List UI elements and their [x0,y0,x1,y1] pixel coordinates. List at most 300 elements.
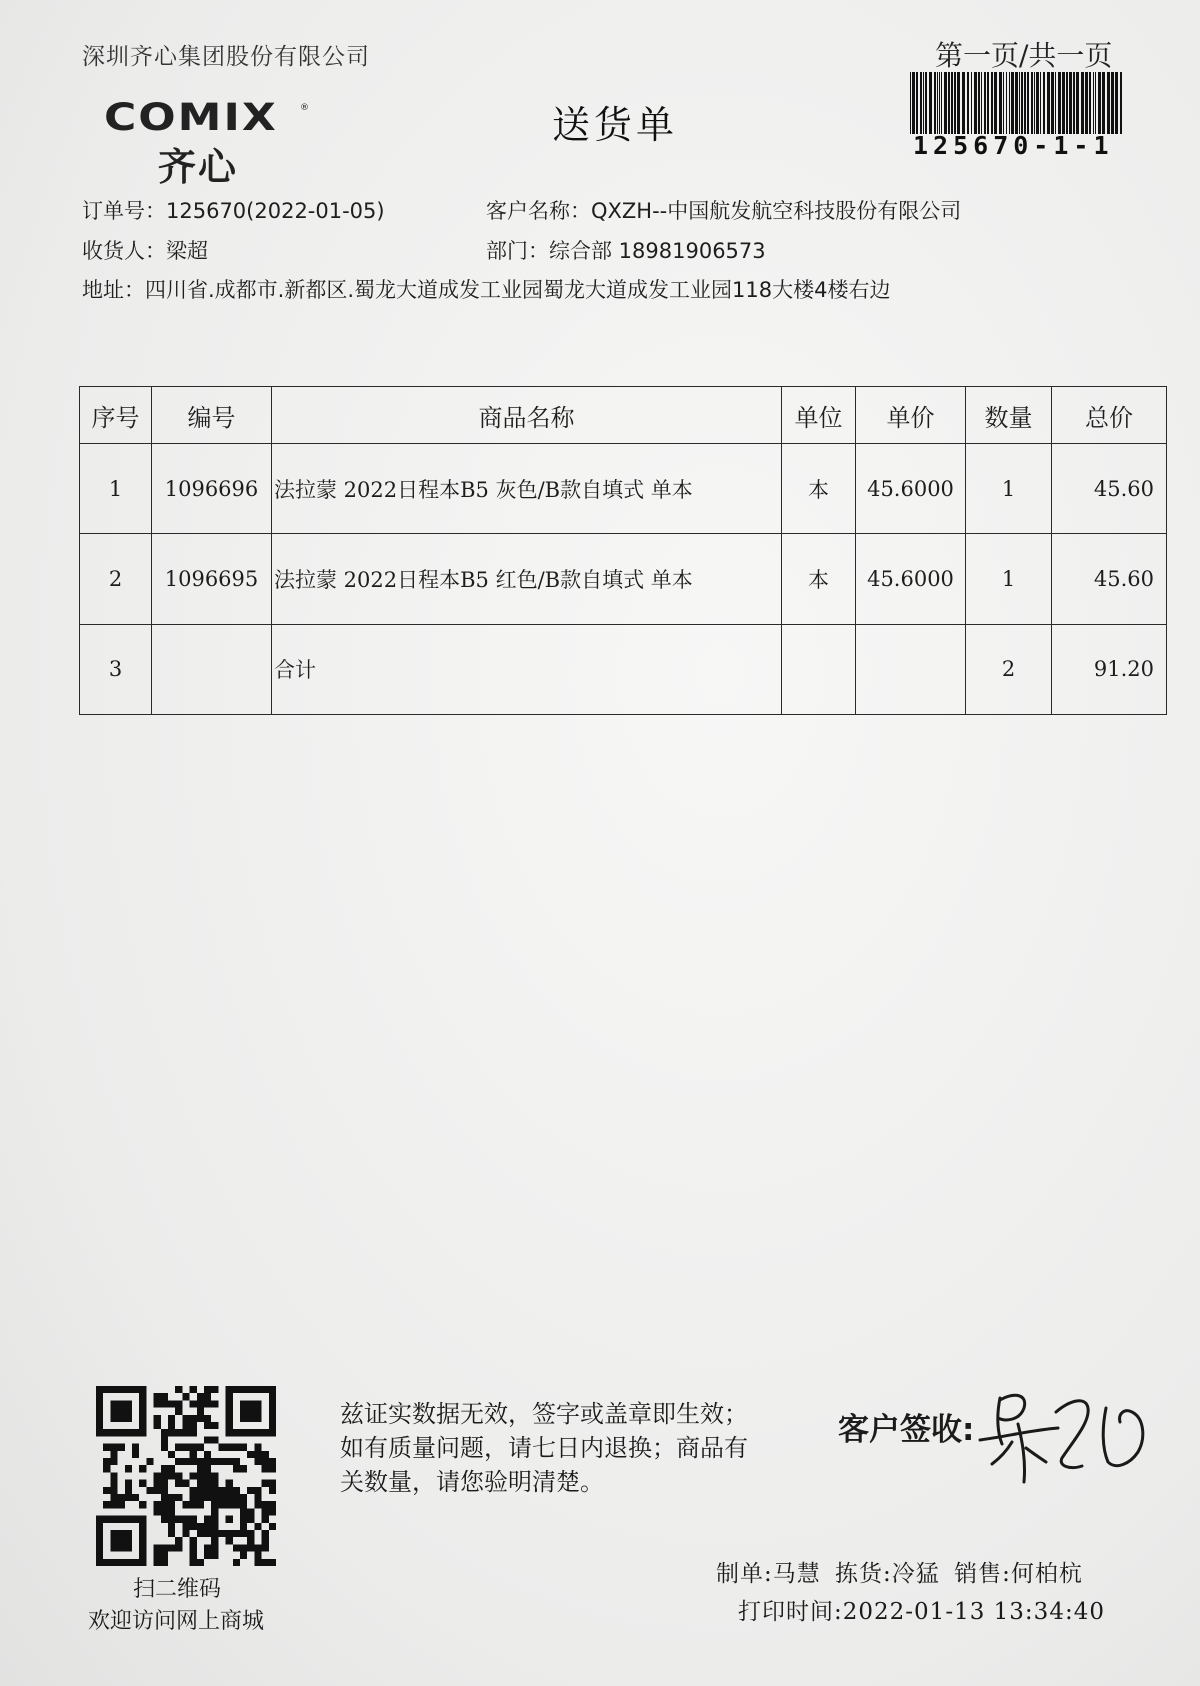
qr-module [269,1480,276,1487]
barcode-bar [1055,72,1056,134]
qr-module [139,1429,146,1436]
qr-module [233,1501,240,1508]
qr-module [233,1429,240,1436]
qr-module [197,1458,204,1465]
qr-module [211,1422,218,1429]
barcode-bar [994,72,997,134]
qr-module [161,1429,168,1436]
qr-module [190,1451,197,1458]
qr-module [226,1516,233,1523]
barcode-bar [944,72,947,134]
qr-module [168,1472,175,1479]
qr-module [269,1400,276,1407]
qr-module [182,1458,189,1465]
qr-module [262,1465,269,1472]
qr-module [96,1422,103,1429]
qr-module [118,1415,125,1422]
qr-module [197,1415,204,1422]
barcode-bar [1024,72,1026,134]
barcode-bar [1051,72,1054,134]
qr-module [233,1465,240,1472]
qr-module [269,1508,276,1515]
qr-module [226,1429,233,1436]
qr-module [204,1544,211,1551]
qr-module [226,1530,233,1537]
qr-module [103,1429,110,1436]
qr-module [204,1494,211,1501]
qr-module [175,1516,182,1523]
qr-module [125,1415,132,1422]
qr-module [96,1400,103,1407]
header-total: 总价 [1052,387,1167,444]
qr-module [175,1386,182,1393]
qr-module [262,1544,269,1551]
qr-module [182,1393,189,1400]
qr-module [110,1429,117,1436]
qr-module [269,1465,276,1472]
qr-module [168,1400,175,1407]
qr-module [161,1516,168,1523]
qr-module [247,1400,254,1407]
barcode-bar [1111,72,1114,134]
qr-module [182,1530,189,1537]
qr-module [269,1429,276,1436]
qr-module [233,1386,240,1393]
qr-module [125,1408,132,1415]
qr-module [226,1400,233,1407]
qr-module [154,1559,161,1566]
qr-module [190,1458,197,1465]
items-table [79,386,1167,715]
qr-module [125,1480,132,1487]
qr-module [204,1436,211,1443]
barcode-bar [1027,72,1029,134]
barcode-bar [1047,72,1050,134]
qr-module [132,1451,139,1458]
qr-module [240,1508,247,1515]
qr-module [161,1494,168,1501]
qr-module [197,1487,204,1494]
qr-module [254,1386,261,1393]
qr-module [269,1523,276,1530]
qr-module [118,1516,125,1523]
cell-code: 1096695 [152,534,272,624]
barcode-bar [957,72,960,134]
qr-module [247,1429,254,1436]
qr-module [204,1472,211,1479]
barcode-bar [941,72,942,134]
cell-qty: 1 [966,444,1052,534]
qr-module [96,1552,103,1559]
qr-module [254,1458,261,1465]
barcode-bar [916,72,918,134]
qr-module [168,1415,175,1422]
svg-text:®: ® [300,103,309,113]
qr-module [139,1480,146,1487]
qr-module [211,1508,218,1515]
barcode-bar [925,72,927,134]
qr-module [240,1501,247,1508]
barcode-bar [1062,72,1065,134]
qr-module [211,1501,218,1508]
qr-module [204,1451,211,1458]
qr-module [247,1386,254,1393]
qr-module [154,1393,161,1400]
qr-module [190,1559,197,1566]
qr-module [154,1472,161,1479]
barcode-bar [991,72,993,134]
qr-module [269,1408,276,1415]
qr-module [269,1415,276,1422]
qr-module [139,1552,146,1559]
qr-module [254,1429,261,1436]
barcode-bar [1120,72,1122,134]
qr-module [125,1544,132,1551]
qr-module [96,1415,103,1422]
qr-module [262,1530,269,1537]
qr-module [161,1559,168,1566]
qr-module [168,1501,175,1508]
barcode-bar [948,72,950,134]
qr-module [204,1400,211,1407]
qr-module [110,1480,117,1487]
header-seq: 序号 [80,387,152,444]
qr-module [175,1444,182,1451]
qr-module [154,1552,161,1559]
qr-module [211,1530,218,1537]
qr-module [161,1472,168,1479]
qr-module [125,1400,132,1407]
qr-module [161,1544,168,1551]
barcode-bar [971,72,972,134]
qr-module [175,1544,182,1551]
qr-module [204,1523,211,1530]
qr-module [240,1386,247,1393]
qr-module [175,1472,182,1479]
qr-module [233,1444,240,1451]
qr-module [197,1444,204,1451]
qr-module [139,1400,146,1407]
qr-module [103,1444,110,1451]
qr-module [154,1480,161,1487]
qr-module [262,1537,269,1544]
qr-module [146,1458,153,1465]
qr-module [110,1472,117,1479]
qr-module [154,1415,161,1422]
qr-module [132,1494,139,1501]
qr-module [146,1487,153,1494]
header-unit: 单位 [782,387,856,444]
qr-module [110,1386,117,1393]
qr-module [247,1537,254,1544]
qr-module [139,1537,146,1544]
qr-module [269,1393,276,1400]
qr-module [190,1544,197,1551]
qr-module [125,1530,132,1537]
qr-module [110,1544,117,1551]
qr-module [254,1415,261,1422]
table-row-summary [80,624,1167,714]
barcode-bar [978,72,980,134]
qr-module [139,1559,146,1566]
qr-module [262,1480,269,1487]
qr-module [190,1516,197,1523]
header-price: 单价 [856,387,966,444]
qr-module [118,1386,125,1393]
qr-module [204,1487,211,1494]
barcode-bar [1003,72,1004,134]
qr-module [226,1444,233,1451]
barcode-bar [1031,72,1033,134]
qr-module [96,1559,103,1566]
barcode-bar [1043,72,1045,134]
handwritten-signature [978,1378,1153,1488]
print-time: 打印时间:2022-01-13 13:34:40 [738,1599,1105,1625]
qr-module [168,1422,175,1429]
barcode-bar [1011,72,1014,134]
qr-module [269,1501,276,1508]
qr-module [118,1559,125,1566]
qr-module [110,1516,117,1523]
barcode-bar [939,72,940,134]
qr-module [254,1451,261,1458]
qr-module [204,1393,211,1400]
barcode-bar [1076,72,1079,134]
qr-module [190,1501,197,1508]
qr-module [175,1537,182,1544]
qr-module [175,1408,182,1415]
qr-module [190,1429,197,1436]
cell-total: 91.20 [1052,624,1167,714]
barcode-bar [934,72,936,134]
qr-caption-mall: 欢迎访问网上商城 [88,1609,265,1634]
qr-module [226,1501,233,1508]
qr-module [269,1559,276,1566]
qr-module [204,1422,211,1429]
qr-module [182,1422,189,1429]
barcode [910,72,1125,134]
qr-module [240,1444,247,1451]
qr-module [110,1400,117,1407]
qr-module [110,1451,117,1458]
barcode-bar [1093,72,1094,134]
qr-module [211,1523,218,1530]
qr-module [211,1552,218,1559]
qr-module [254,1408,261,1415]
qr-module [190,1494,197,1501]
qr-module [262,1559,269,1566]
qr-code[interactable] [96,1386,276,1566]
qr-module [110,1487,117,1494]
qr-module [226,1537,233,1544]
qr-module [190,1386,197,1393]
qr-module [96,1393,103,1400]
barcode-bar [1021,72,1023,134]
qr-module [197,1472,204,1479]
receiver: 收货人：梁超 [82,239,208,263]
qr-module [132,1559,139,1566]
barcode-bar [1066,72,1068,134]
qr-module [262,1458,269,1465]
qr-module [110,1415,117,1422]
qr-module [240,1494,247,1501]
qr-module [233,1530,240,1537]
qr-module [168,1516,175,1523]
cell-qty: 1 [966,534,1052,624]
comix-logo [104,96,334,186]
qr-module [96,1530,103,1537]
qr-module [204,1530,211,1537]
qr-module [161,1444,168,1451]
order-number: 订单号：125670(2022-01-05) [82,199,385,223]
qr-module [218,1494,225,1501]
qr-module [125,1559,132,1566]
qr-module [240,1544,247,1551]
cell-name: 法拉蒙 2022日程本B5 灰色/B款自填式 单本 [272,444,782,534]
barcode-bar [1036,72,1039,134]
qr-module [247,1544,254,1551]
barcode-bar [1040,72,1041,134]
qr-module [110,1559,117,1566]
qr-module [218,1458,225,1465]
qr-module [139,1415,146,1422]
qr-module [139,1422,146,1429]
company-name: 深圳齐心集团股份有限公司 [82,44,370,70]
qr-module [168,1523,175,1530]
header-code: 编号 [152,387,272,444]
cell-name: 合计 [272,624,782,714]
qr-module [226,1480,233,1487]
barcode-bar [1015,72,1018,134]
qr-module [125,1487,132,1494]
qr-module [168,1508,175,1515]
qr-module [240,1523,247,1530]
barcode-bar [999,72,1002,134]
table-row [80,534,1167,624]
qr-module [240,1465,247,1472]
cell-qty: 2 [966,624,1052,714]
qr-module [103,1516,110,1523]
qr-module [226,1386,233,1393]
cell-price: 45.6000 [856,444,966,534]
qr-module [204,1480,211,1487]
qr-module [161,1393,168,1400]
department: 部门：综合部 18981906573 [486,239,766,263]
qr-module [211,1487,218,1494]
qr-module [197,1559,204,1566]
qr-module [218,1530,225,1537]
qr-module [197,1393,204,1400]
qr-module [269,1386,276,1393]
qr-module [254,1487,261,1494]
barcode-bar [1069,72,1072,134]
qr-module [254,1559,261,1566]
qr-module [226,1458,233,1465]
qr-module [233,1544,240,1551]
qr-module [118,1494,125,1501]
qr-module [110,1537,117,1544]
qr-module [190,1487,197,1494]
barcode-bar [962,72,965,134]
qr-module [139,1544,146,1551]
qr-module [110,1530,117,1537]
qr-module [247,1508,254,1515]
barcode-bar [1107,72,1110,134]
qr-module [161,1501,168,1508]
qr-module [103,1465,110,1472]
qr-module [254,1523,261,1530]
table-header-row [80,387,1167,444]
qr-module [103,1501,110,1508]
qr-module [211,1458,218,1465]
qr-module [254,1544,261,1551]
qr-module [168,1544,175,1551]
qr-module [240,1552,247,1559]
address: 地址：四川省.成都市.新都区.蜀龙大道成发工业园蜀龙大道成发工业园118大楼4楼右边 [82,278,891,302]
qr-module [154,1544,161,1551]
qr-module [110,1408,117,1415]
qr-module [247,1408,254,1415]
qr-caption: 扫二维码 [133,1577,222,1602]
qr-module [132,1429,139,1436]
qr-module [175,1494,182,1501]
qr-module [269,1487,276,1494]
barcode-bar [1102,72,1105,134]
header-name: 商品名称 [272,387,782,444]
cell-total: 45.60 [1052,444,1167,534]
qr-module [226,1393,233,1400]
qr-module [103,1458,110,1465]
qr-module [269,1458,276,1465]
qr-module [118,1530,125,1537]
header-qty: 数量 [966,387,1052,444]
barcode-number: 125670-1-1 [913,131,1114,160]
qr-module [218,1444,225,1451]
qr-module [96,1408,103,1415]
qr-module [161,1480,168,1487]
qr-module [103,1559,110,1566]
qr-module [96,1544,103,1551]
barcode-bar [937,72,938,134]
qr-module [262,1429,269,1436]
qr-module [240,1530,247,1537]
qr-module [211,1386,218,1393]
qr-module [125,1386,132,1393]
qr-module [118,1444,125,1451]
qr-module [190,1415,197,1422]
qr-module [139,1393,146,1400]
qr-module [247,1516,254,1523]
table-row [80,444,1167,534]
cell-unit: 本 [782,444,856,534]
logo-text-cn: 齐心 [158,145,239,186]
qr-module [139,1530,146,1537]
barcode-bar [910,72,911,134]
qr-module [190,1400,197,1407]
cell-price [856,624,966,714]
qr-module [96,1386,103,1393]
qr-module [139,1386,146,1393]
qr-module [139,1501,146,1508]
qr-module [182,1516,189,1523]
qr-module [211,1537,218,1544]
qr-module [154,1501,161,1508]
barcode-bar [967,72,969,134]
qr-module [204,1516,211,1523]
qr-module [182,1501,189,1508]
qr-module [190,1422,197,1429]
qr-module [247,1451,254,1458]
